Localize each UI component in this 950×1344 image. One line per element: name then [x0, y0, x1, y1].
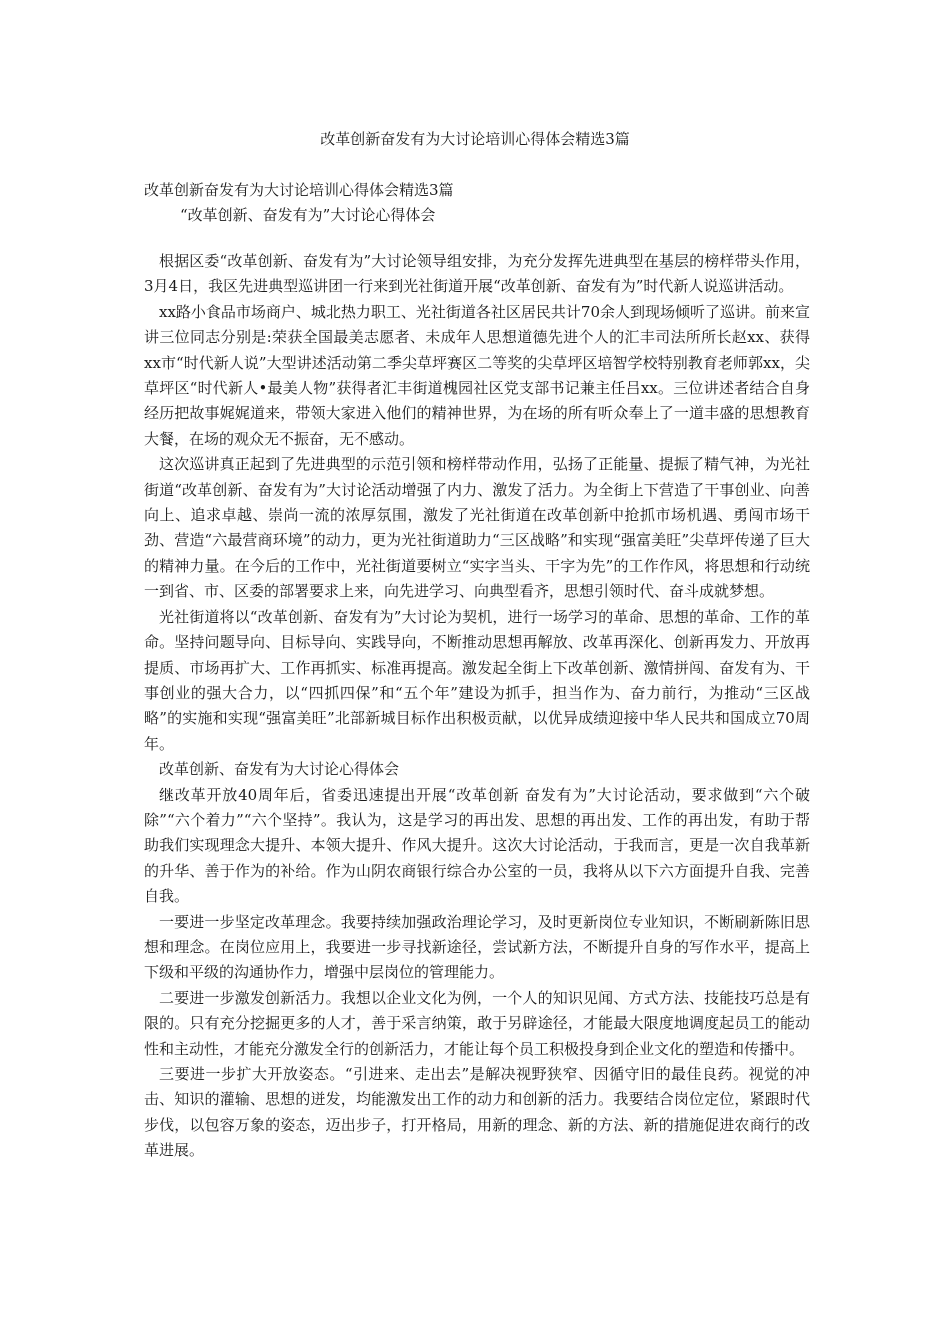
paragraph: 三要进一步扩大开放姿态。“引进来、走出去”是解决视野狭窄、因循守旧的最佳良药。视觉的冲击、知识的灌输、思想的迸发，均能激发出工作的动力和创新的活力。我要结合岗位定位，紧跟时代步伐，以包容万象的姿态，迈出步子，打开格局，用新的理念、新的方法、新的措施促进农商行的改革进展。 [144, 1065, 810, 1160]
section-heading: 改革创新、奋发有为大讨论心得体会 [159, 760, 400, 779]
paragraph: 二要进一步激发创新活力。我想以企业文化为例，一个人的知识见闻、方式方法、技能技巧总是有限的。只有充分挖掘更多的人才，善于采言纳策，敢于另辟途径，才能最大限度地调度起员工的能动性和主动性，才能充分激发全行的创新活力，才能让每个员工积极投身到企业文化的塑造和传播中。 [144, 988, 810, 1058]
paragraph: 这次巡讲真正起到了先进典型的示范引领和榜样带动作用，弘扬了正能量、提振了精气神，为光社街道“改革创新、奋发有为”大讨论活动增强了内力、激发了活力。为全街上下营造了干事创业、向善向上、追求卓越、崇尚一流的浓厚氛围，激发了光社街道在改革创新中抢抓市场机遇、勇闯市场干劲、营造“六最营商环境”的动力，更为光社街道助力“三区战略”和实现“强富美旺”尖草坪传递了巨大的精神力量。在今后的工作中，光社街道要树立“实字当头、干字为先”的工作作风，将思想和行动统一到省、市、区委的部署要求上来，向先进学习、向典型看齐，思想引领时代、奋斗成就梦想。 [144, 455, 810, 601]
paragraph: 一要进一步坚定改革理念。我要持续加强政治理论学习，及时更新岗位专业知识，不断刷新陈旧思想和理念。在岗位应用上，我要进一步寻找新途径，尝试新方法，不断提升自身的写作水平，提高上下级和平级的沟通协作力，增强中层岗位的管理能力。 [144, 912, 810, 982]
paragraph: 根据区委“改革创新、奋发有为”大讨论领导组安排，为充分发挥先进典型在基层的榜样带头作用，3月4日，我区先进典型巡讲团一行来到光社街道开展“改革创新、奋发有为”时代新人说巡讲活动。 [144, 252, 810, 296]
paragraph: 光社街道将以“改革创新、奋发有为”大讨论为契机，进行一场学习的革命、思想的革命、工作的革命。坚持问题导向、目标导向、实践导向，不断推动思想再解放、改革再深化、创新再发力、开放再提质、市场再扩大、工作再抓实、标准再提高。激发起全街上下改革创新、激情拼闯、奋发有为、干事创业的强大合力，以“四抓四保”和“五个年”建设为抓手，担当作为、奋力前行，为推动“三区战略”的实施和实现“强富美旺”北部新城目标作出积极贡献，以优异成绩迎接中华人民共和国成立70周年。 [144, 607, 810, 753]
section-heading: “改革创新、奋发有为”大讨论心得体会 [180, 206, 436, 225]
document-header-block [144, 178, 810, 229]
paragraph: 继改革开放40周年后，省委迅速提出开展“改革创新 奋发有为”大讨论活动，要求做到“六个破除”“六个着力”“六个坚持”。我认为，这是学习的再出发、思想的再出发、工作的再出发，有助于帮助我们实现理念大提升、本领大提升、作风大提升。这次大讨论活动，于我而言，更是一次自我革新的升华、善于作为的补给。作为山阴农商银行综合办公室的一员，我将从以下六方面提升自我、完善自我。 [144, 785, 810, 906]
document-title: 改革创新奋发有为大讨论培训心得体会精选3篇 [320, 130, 630, 148]
document-body [144, 249, 810, 1164]
document-subtitle: 改革创新奋发有为大讨论培训心得体会精选3篇 [144, 181, 454, 199]
paragraph: xx路小食品市场商户、城北热力职工、光社街道各社区居民共计70余人到现场倾听了巡讲。前来宣讲三位同志分别是:荣获全国最美志愿者、未成年人思想道德先进个人的汇丰司法所所长赵xx、获得xx市“时代新人说”大型讲述活动第二季尖草坪赛区二等奖的尖草坪区培智学校特别教育老师郭xx，尖草坪区“时代新人•最美人物”获得者汇丰街道槐园社区党支部书记兼主任吕xx。三位讲述者结合自身经历把故事娓娓道来，带领大家进入他们的精神世界，为在场的所有听众奉上了一道丰盛的思想教育大餐，在场的观众无不振奋，无不感动。 [144, 302, 811, 448]
